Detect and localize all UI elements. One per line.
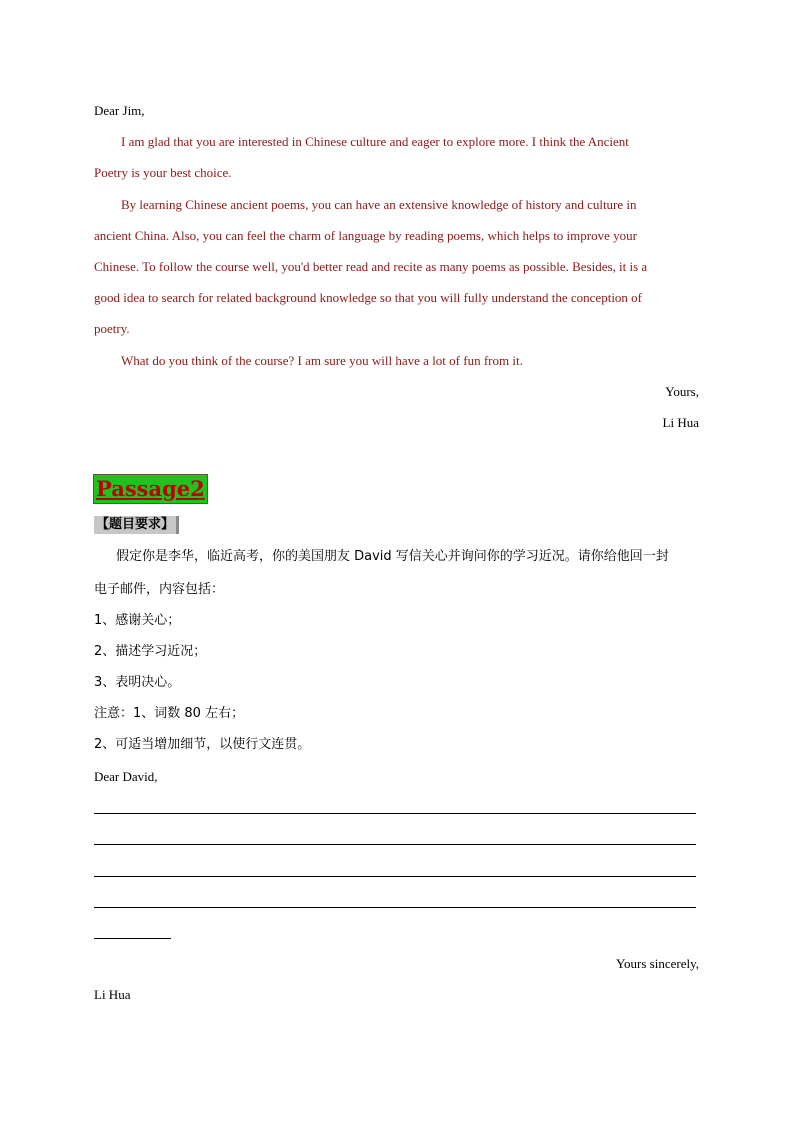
requirement-tag: 【题目要求】 <box>94 516 179 534</box>
letter1-line-5: Chinese. To follow the course well, you'd better read and recite as many poems as possible. Besides, it is a <box>94 259 648 274</box>
letter1-closing: Yours, <box>665 384 699 399</box>
requirement-item-2: 2、描述学习近况； <box>94 644 207 659</box>
answer-line[interactable] <box>94 876 696 877</box>
letter1-line-6: good idea to search for related background knowledge so that you will fully understand the conception of <box>94 290 643 305</box>
prompt-line-2: 电子邮件，内容包括： <box>94 582 225 597</box>
answer-line[interactable] <box>94 813 696 814</box>
note-line-1: 注意：1、词数 80 左右； <box>94 706 245 721</box>
answer-line[interactable] <box>94 907 696 908</box>
passage2-closing: Yours sincerely, <box>615 956 699 971</box>
letter1-salutation: Dear Jim, <box>94 103 145 118</box>
note-line-2: 2、可适当增加细节，以使行文连贯。 <box>94 737 311 752</box>
prompt-line-1: 假定你是李华，临近高考，你的美国朋友 David 写信关心并询问你的学习近况。请你给他回一封 <box>116 549 669 564</box>
requirement-item-3: 3、表明决心。 <box>94 675 181 690</box>
answer-line-short[interactable] <box>94 938 171 939</box>
requirement-item-1: 1、感谢关心； <box>94 613 181 628</box>
letter1-line-1: I am glad that you are interested in Chinese culture and eager to explore more. I think the Ancient <box>121 134 629 149</box>
letter1-line-3: By learning Chinese ancient poems, you can have an extensive knowledge of history and culture in <box>121 197 637 212</box>
passage2-salutation: Dear David, <box>94 769 158 784</box>
letter1-line-2: Poetry is your best choice. <box>94 165 232 180</box>
letter1-line-8: What do you think of the course? I am sure you will have a lot of fun from it. <box>121 353 523 368</box>
answer-line[interactable] <box>94 844 696 845</box>
passage2-signature: Li Hua <box>94 987 131 1002</box>
letter1-line-7: poetry. <box>94 321 130 336</box>
passage2-title: Passage2 <box>93 474 208 504</box>
letter1-signature: Li Hua <box>662 415 699 430</box>
letter1-line-4: ancient China. Also, you can feel the charm of language by reading poems, which helps to improve your <box>94 228 637 243</box>
